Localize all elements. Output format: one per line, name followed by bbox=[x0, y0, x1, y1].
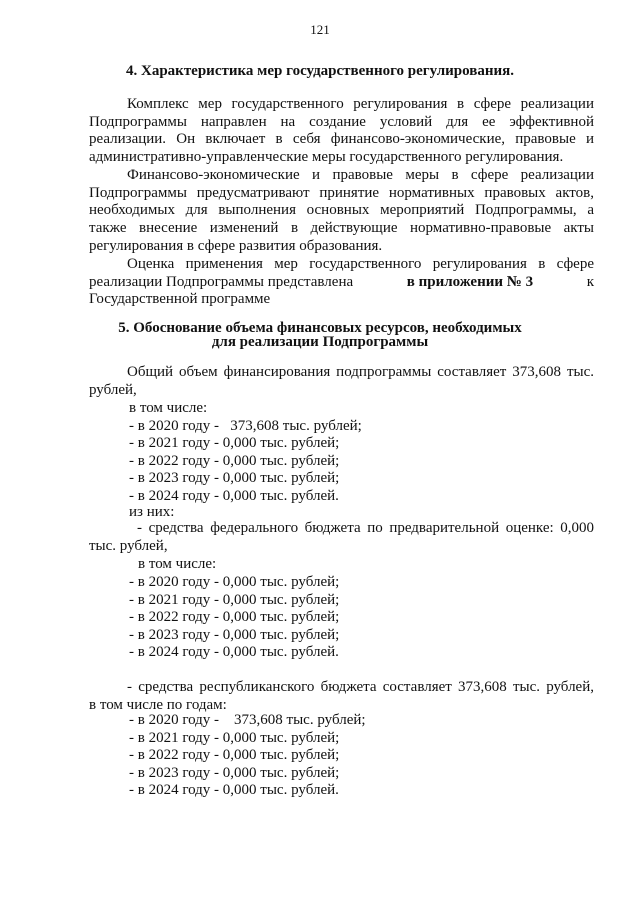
list-item: - в 2023 году - 0,000 тыс. рублей; bbox=[129, 626, 340, 643]
paragraph-line: - средства республиканского бюджета составляет 373,608 тыс. рублей, bbox=[127, 679, 594, 695]
list-item: - в 2021 году - 0,000 тыс. рублей; bbox=[129, 591, 340, 608]
paragraph-line: реализации. Он включает в себя финансово-экономические, правовые и bbox=[89, 131, 594, 148]
paragraph-line: - средства федерального бюджета по предварительной оценке: 0,000 bbox=[137, 520, 594, 536]
list-item: - в 2020 году - 373,608 тыс. рублей; bbox=[129, 417, 362, 434]
paragraph-line: в том числе по годам: bbox=[89, 696, 227, 713]
paragraph-line: тыс. рублей, bbox=[89, 537, 168, 554]
paragraph-text: реализации Подпрограммы представлена bbox=[89, 273, 354, 290]
section4-heading bbox=[0, 64, 640, 78]
list-item: - в 2022 году - 0,000 тыс. рублей; bbox=[129, 609, 340, 626]
paragraph-line: Подпрограммы направлен на создание условий для ее эффективной bbox=[89, 113, 594, 130]
paragraph-line: Оценка применения мер государственного регулирования в сфере bbox=[127, 256, 594, 272]
list-item: - в 2024 году - 0,000 тыс. рублей. bbox=[129, 487, 339, 504]
page-number: 121 bbox=[310, 22, 330, 37]
federal-years-list bbox=[129, 574, 339, 662]
paragraph-line: Финансово-экономические и правовые меры в сфере реализации bbox=[127, 167, 594, 183]
republic-years-list bbox=[129, 712, 366, 800]
list-item: - в 2021 году - 0,000 тыс. рублей; bbox=[129, 729, 340, 746]
paragraph-line: Общий объем финансирования подпрограммы составляет 373,608 тыс. bbox=[127, 364, 594, 380]
list-item: - в 2022 году - 0,000 тыс. рублей; bbox=[129, 747, 340, 764]
section4-paragraph-1 bbox=[89, 96, 594, 167]
section4-paragraph-3 bbox=[89, 256, 594, 309]
paragraph-line: Государственной программе bbox=[89, 291, 271, 308]
paragraph-line-with-reference bbox=[89, 274, 594, 292]
list-item: - в 2020 году - 0,000 тыс. рублей; bbox=[129, 574, 340, 590]
section4-paragraph-2 bbox=[89, 167, 594, 256]
paragraph-line: Подпрограммы предусматривают принятие нормативных правовых актов, bbox=[89, 184, 594, 201]
paragraph-line: административно-управленческие меры государственного регулирования. bbox=[89, 149, 564, 166]
including-label: в том числе: bbox=[129, 400, 208, 416]
list-item: - в 2024 году - 0,000 тыс. рублей. bbox=[129, 644, 339, 661]
list-item: - в 2021 году - 0,000 тыс. рублей; bbox=[129, 435, 340, 452]
total-years-list bbox=[129, 400, 362, 506]
section4-heading-text: 4. Характеристика мер государственного регулирования. bbox=[126, 63, 514, 79]
list-item: - в 2023 году - 0,000 тыс. рублей; bbox=[129, 470, 340, 487]
of-them-label: из них: bbox=[129, 504, 175, 520]
federal-budget-paragraph bbox=[89, 520, 594, 555]
total-funding-paragraph bbox=[89, 364, 594, 399]
paragraph-line: рублей, bbox=[89, 381, 137, 398]
section5-heading-line: для реализации Подпрограммы bbox=[211, 334, 429, 350]
appendix-reference: в приложении № 3 bbox=[406, 273, 534, 290]
list-item: - в 2024 году - 0,000 тыс. рублей. bbox=[129, 782, 339, 799]
paragraph-line: регулирования в сфере развития образования. bbox=[89, 237, 383, 254]
section5-heading-line: 5. Обоснование объема финансовых ресурсов, необходимых bbox=[118, 320, 522, 336]
paragraph-text: к bbox=[586, 273, 594, 290]
paragraph-line: необходимых для выполнения основных мероприятий Подпрограммы, а bbox=[89, 202, 594, 219]
list-item: - в 2022 году - 0,000 тыс. рублей; bbox=[129, 452, 340, 469]
republic-budget-paragraph bbox=[89, 679, 594, 714]
list-item: - в 2020 году - 373,608 тыс. рублей; bbox=[129, 712, 366, 728]
list-item: - в 2023 году - 0,000 тыс. рублей; bbox=[129, 764, 340, 781]
federal-including-label: в том числе: bbox=[138, 556, 217, 572]
paragraph-line: Комплекс мер государственного регулирования в сфере реализации bbox=[127, 96, 594, 112]
section5-heading bbox=[0, 321, 640, 349]
paragraph-line: также внесение изменений в действующие нормативно-правовые акты bbox=[89, 220, 594, 237]
